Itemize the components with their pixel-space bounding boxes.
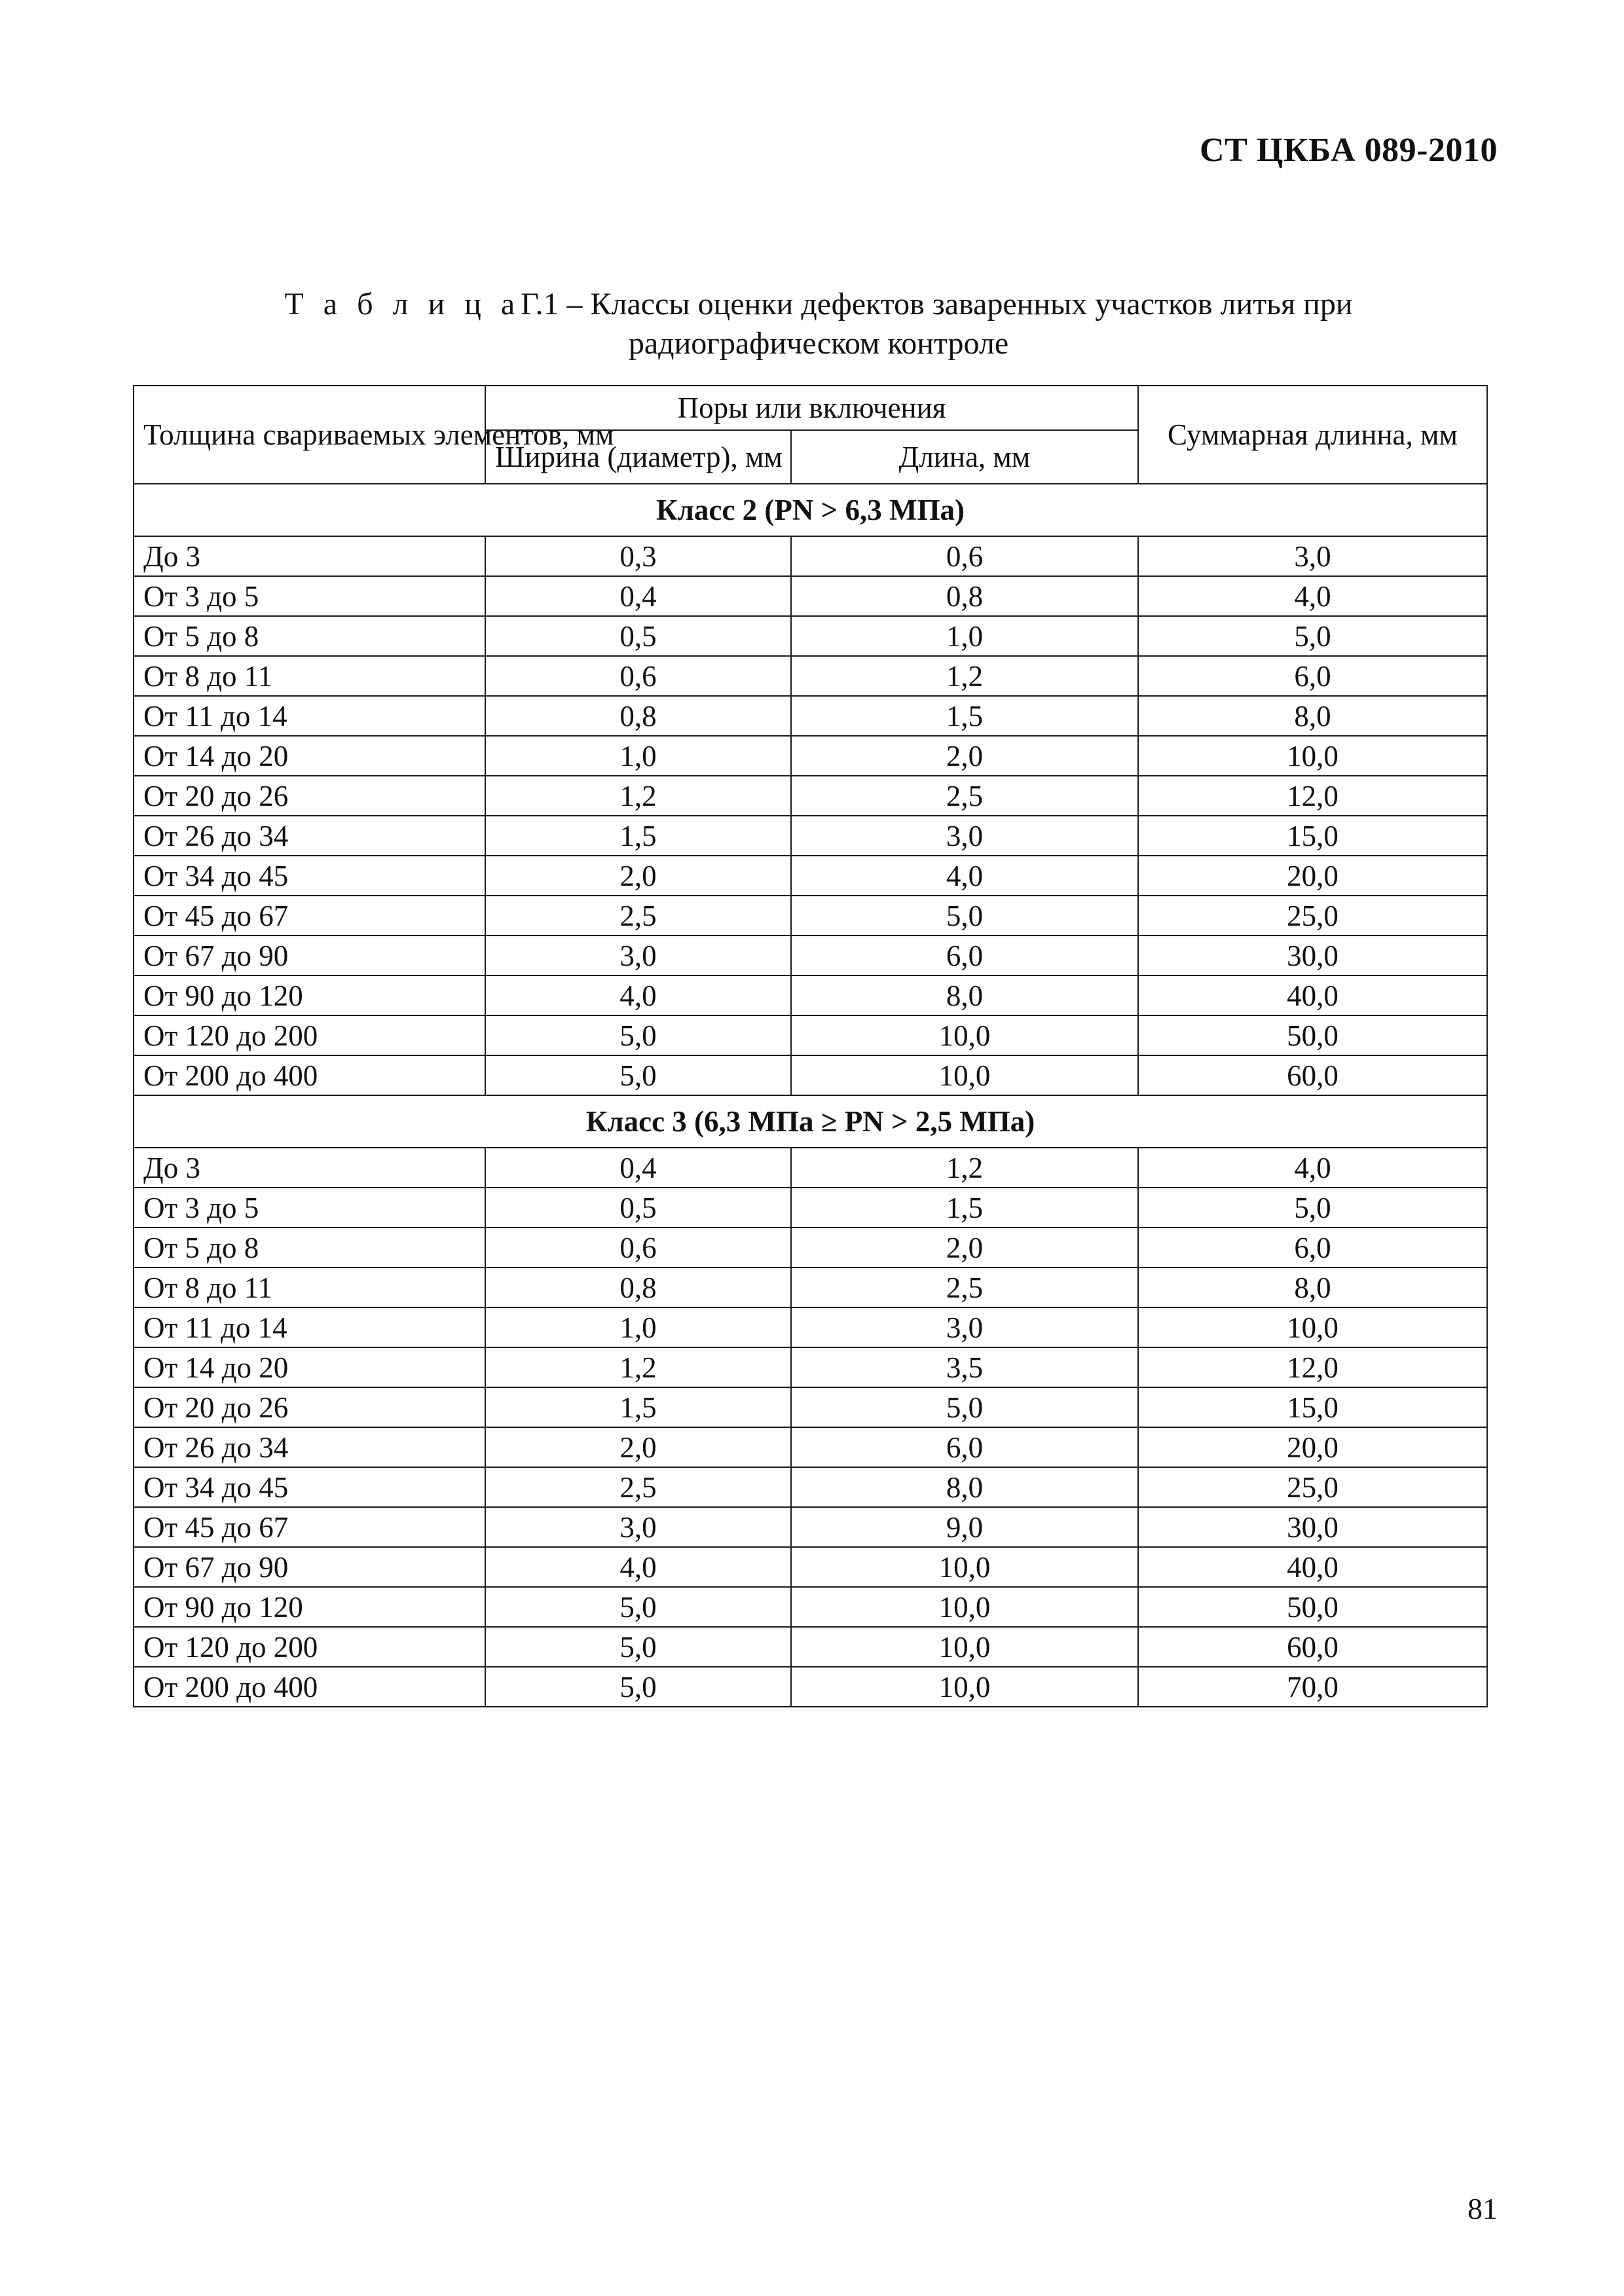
cell-total-length: 8,0 <box>1138 1267 1487 1307</box>
table-body <box>134 386 1487 1707</box>
cell-thickness-range: От 3 до 5 <box>134 1188 485 1228</box>
cell-total-length: 20,0 <box>1138 856 1487 896</box>
cell-thickness-range: От 20 до 26 <box>134 1387 485 1427</box>
cell-width: 0,8 <box>485 696 791 736</box>
table-row <box>134 1015 1487 1055</box>
cell-width: 2,0 <box>485 856 791 896</box>
caption-line-1 <box>131 285 1506 324</box>
cell-length: 10,0 <box>791 1547 1138 1587</box>
table-row <box>134 616 1487 656</box>
cell-length: 2,0 <box>791 1228 1138 1267</box>
cell-total-length: 4,0 <box>1138 1148 1487 1188</box>
cell-total-length: 8,0 <box>1138 696 1487 736</box>
cell-total-length: 25,0 <box>1138 1467 1487 1507</box>
cell-length: 8,0 <box>791 975 1138 1015</box>
cell-total-length: 5,0 <box>1138 616 1487 656</box>
cell-width: 1,0 <box>485 1307 791 1347</box>
cell-total-length: 15,0 <box>1138 816 1487 856</box>
cell-total-length: 12,0 <box>1138 1347 1487 1387</box>
cell-width: 1,0 <box>485 736 791 776</box>
cell-thickness-range: От 20 до 26 <box>134 776 485 816</box>
cell-length: 1,5 <box>791 696 1138 736</box>
table-row <box>134 696 1487 736</box>
cell-thickness-range: От 26 до 34 <box>134 1427 485 1467</box>
cell-total-length: 4,0 <box>1138 576 1487 616</box>
cell-length: 1,2 <box>791 1148 1138 1188</box>
cell-thickness-range: От 11 до 14 <box>134 696 485 736</box>
cell-length: 4,0 <box>791 856 1138 896</box>
cell-total-length: 10,0 <box>1138 1307 1487 1347</box>
table-row <box>134 936 1487 975</box>
cell-width: 5,0 <box>485 1015 791 1055</box>
cell-length: 10,0 <box>791 1587 1138 1627</box>
cell-length: 10,0 <box>791 1015 1138 1055</box>
cell-total-length: 30,0 <box>1138 936 1487 975</box>
cell-width: 0,8 <box>485 1267 791 1307</box>
table-row <box>134 1547 1487 1587</box>
cell-width: 4,0 <box>485 975 791 1015</box>
cell-total-length: 6,0 <box>1138 656 1487 696</box>
table-row <box>134 656 1487 696</box>
cell-thickness-range: От 8 до 11 <box>134 1267 485 1307</box>
cell-length: 1,5 <box>791 1188 1138 1228</box>
cell-thickness-range: От 5 до 8 <box>134 1228 485 1267</box>
table-row <box>134 1055 1487 1095</box>
cell-total-length: 3,0 <box>1138 536 1487 576</box>
table-row <box>134 1467 1487 1507</box>
caption-number: Г.1 <box>521 287 559 321</box>
caption-title: – Классы оценки дефектов заваренных участков литья при <box>559 287 1353 321</box>
header-length: Длина, мм <box>791 430 1138 484</box>
cell-length: 10,0 <box>791 1627 1138 1667</box>
cell-length: 3,5 <box>791 1347 1138 1387</box>
cell-total-length: 20,0 <box>1138 1427 1487 1467</box>
table-row <box>134 1587 1487 1627</box>
cell-length: 5,0 <box>791 1387 1138 1427</box>
table-row <box>134 1347 1487 1387</box>
cell-thickness-range: От 34 до 45 <box>134 856 485 896</box>
cell-thickness-range: До 3 <box>134 1148 485 1188</box>
cell-width: 0,4 <box>485 576 791 616</box>
cell-total-length: 10,0 <box>1138 736 1487 776</box>
cell-length: 1,0 <box>791 616 1138 656</box>
cell-thickness-range: От 5 до 8 <box>134 616 485 656</box>
defect-classes-table <box>133 385 1488 1707</box>
cell-width: 1,5 <box>485 816 791 856</box>
header-thickness: Толщина свариваемых элементов, мм <box>134 386 485 484</box>
table-row <box>134 576 1487 616</box>
cell-width: 1,2 <box>485 776 791 816</box>
table-row <box>134 1387 1487 1427</box>
table-caption <box>131 285 1506 363</box>
cell-width: 0,6 <box>485 656 791 696</box>
cell-width: 5,0 <box>485 1627 791 1667</box>
cell-length: 8,0 <box>791 1467 1138 1507</box>
table-row <box>134 1188 1487 1228</box>
cell-length: 6,0 <box>791 1427 1138 1467</box>
cell-thickness-range: От 45 до 67 <box>134 896 485 936</box>
cell-width: 5,0 <box>485 1667 791 1707</box>
cell-thickness-range: От 200 до 400 <box>134 1055 485 1095</box>
cell-width: 2,5 <box>485 1467 791 1507</box>
cell-length: 10,0 <box>791 1667 1138 1707</box>
cell-length: 0,6 <box>791 536 1138 576</box>
header-row-1 <box>134 386 1487 430</box>
table-row <box>134 1228 1487 1267</box>
cell-thickness-range: От 26 до 34 <box>134 816 485 856</box>
cell-total-length: 6,0 <box>1138 1228 1487 1267</box>
table-row <box>134 1427 1487 1467</box>
cell-thickness-range: От 14 до 20 <box>134 1347 485 1387</box>
cell-total-length: 60,0 <box>1138 1055 1487 1095</box>
cell-thickness-range: От 8 до 11 <box>134 656 485 696</box>
cell-thickness-range: От 67 до 90 <box>134 1547 485 1587</box>
cell-thickness-range: От 3 до 5 <box>134 576 485 616</box>
header-width: Ширина (диаметр), мм <box>485 430 791 484</box>
class-section-title: Класс 2 (PN > 6,3 МПа) <box>134 484 1487 536</box>
cell-width: 3,0 <box>485 1507 791 1547</box>
page-number: 81 <box>1467 2192 1498 2225</box>
table-row <box>134 1148 1487 1188</box>
table-row <box>134 776 1487 816</box>
table-row <box>134 1307 1487 1347</box>
cell-length: 5,0 <box>791 896 1138 936</box>
cell-length: 3,0 <box>791 816 1138 856</box>
cell-length: 2,5 <box>791 776 1138 816</box>
cell-thickness-range: От 45 до 67 <box>134 1507 485 1547</box>
cell-width: 1,5 <box>485 1387 791 1427</box>
cell-thickness-range: От 90 до 120 <box>134 1587 485 1627</box>
cell-width: 0,5 <box>485 1188 791 1228</box>
cell-width: 5,0 <box>485 1587 791 1627</box>
cell-thickness-range: До 3 <box>134 536 485 576</box>
cell-total-length: 60,0 <box>1138 1627 1487 1667</box>
cell-thickness-range: От 34 до 45 <box>134 1467 485 1507</box>
table-row <box>134 975 1487 1015</box>
cell-thickness-range: От 120 до 200 <box>134 1627 485 1667</box>
cell-total-length: 25,0 <box>1138 896 1487 936</box>
cell-length: 6,0 <box>791 936 1138 975</box>
cell-total-length: 40,0 <box>1138 1547 1487 1587</box>
table-row <box>134 1667 1487 1707</box>
cell-total-length: 70,0 <box>1138 1667 1487 1707</box>
caption-line-2: радиографическом контроле <box>628 326 1009 361</box>
class-section-row <box>134 484 1487 536</box>
table-row <box>134 736 1487 776</box>
caption-label: Т а б л и ц а <box>284 287 521 321</box>
cell-thickness-range: От 90 до 120 <box>134 975 485 1015</box>
table-row <box>134 856 1487 896</box>
table-row <box>134 1507 1487 1547</box>
class-section-row <box>134 1095 1487 1148</box>
table-row <box>134 536 1487 576</box>
table-row <box>134 816 1487 856</box>
cell-width: 2,0 <box>485 1427 791 1467</box>
cell-thickness-range: От 14 до 20 <box>134 736 485 776</box>
cell-width: 0,5 <box>485 616 791 656</box>
cell-length: 1,2 <box>791 656 1138 696</box>
cell-thickness-range: От 67 до 90 <box>134 936 485 975</box>
cell-total-length: 15,0 <box>1138 1387 1487 1427</box>
cell-length: 2,5 <box>791 1267 1138 1307</box>
table-row <box>134 896 1487 936</box>
document-code: СТ ЦКБА 089-2010 <box>1200 132 1498 169</box>
cell-length: 2,0 <box>791 736 1138 776</box>
cell-thickness-range: От 120 до 200 <box>134 1015 485 1055</box>
cell-length: 0,8 <box>791 576 1138 616</box>
cell-width: 5,0 <box>485 1055 791 1095</box>
cell-total-length: 12,0 <box>1138 776 1487 816</box>
cell-width: 3,0 <box>485 936 791 975</box>
cell-thickness-range: От 11 до 14 <box>134 1307 485 1347</box>
cell-width: 4,0 <box>485 1547 791 1587</box>
cell-length: 3,0 <box>791 1307 1138 1347</box>
table-row <box>134 1627 1487 1667</box>
cell-total-length: 50,0 <box>1138 1587 1487 1627</box>
cell-width: 2,5 <box>485 896 791 936</box>
class-section-title: Класс 3 (6,3 МПа ≥ PN > 2,5 МПа) <box>134 1095 1487 1148</box>
cell-total-length: 40,0 <box>1138 975 1487 1015</box>
cell-length: 9,0 <box>791 1507 1138 1547</box>
cell-width: 0,6 <box>485 1228 791 1267</box>
cell-width: 1,2 <box>485 1347 791 1387</box>
table-row <box>134 1267 1487 1307</box>
header-pores-group: Поры или включения <box>485 386 1138 430</box>
cell-total-length: 5,0 <box>1138 1188 1487 1228</box>
cell-length: 10,0 <box>791 1055 1138 1095</box>
cell-width: 0,4 <box>485 1148 791 1188</box>
header-total-length: Суммарная длинна, мм <box>1138 386 1487 484</box>
cell-total-length: 50,0 <box>1138 1015 1487 1055</box>
cell-width: 0,3 <box>485 536 791 576</box>
cell-total-length: 30,0 <box>1138 1507 1487 1547</box>
cell-thickness-range: От 200 до 400 <box>134 1667 485 1707</box>
